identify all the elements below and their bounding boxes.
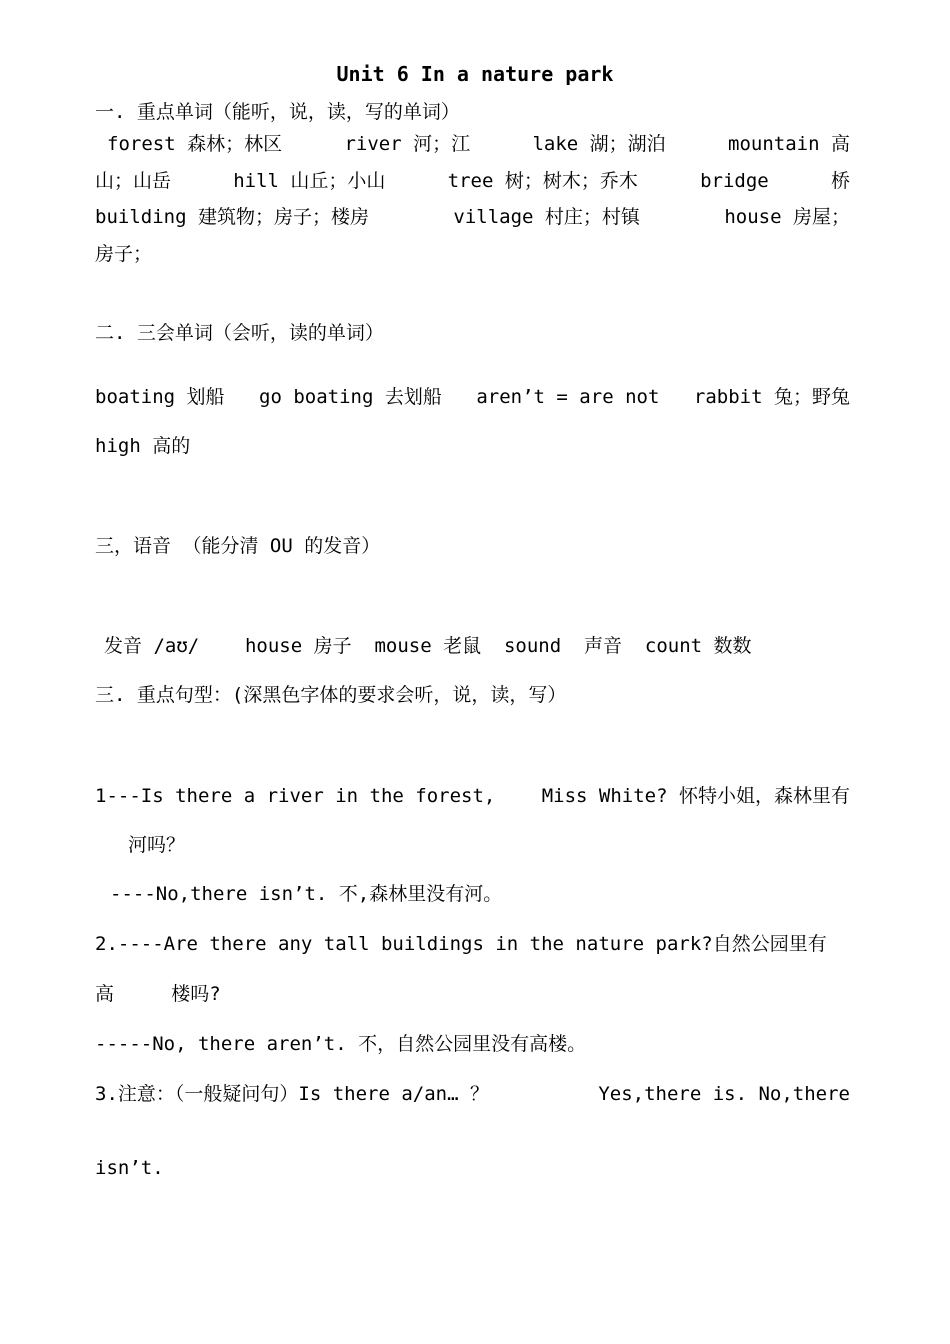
vocab-item: bridge (700, 170, 769, 192)
vocab-item: house 房屋； (724, 206, 850, 228)
section1-heading: 一. 重点单词（能听，说，读，写的单词） (95, 101, 460, 123)
section2-heading: 二. 三会单词（会听，读的单词） (95, 322, 384, 344)
word-row-2: high 高的 (95, 435, 191, 457)
vocab-item: building 建筑物；房子；楼房 (95, 206, 369, 228)
word-item: go boating 去划船 (259, 386, 442, 408)
word-item: rabbit 兔；野兔 (693, 386, 850, 408)
phonics-line: 发音 /aʊ/ house 房子 mouse 老鼠 sound 声音 count 数数 (104, 635, 752, 657)
sentence-part: Miss White? 怀特小姐，森林里有 (541, 785, 850, 807)
vocab-item: lake 湖；湖泊 (532, 133, 666, 155)
sentence-3a (95, 1082, 850, 1106)
sentence-3b: isn’t. (95, 1157, 164, 1179)
sentence-1b: 河吗？ (128, 834, 186, 856)
section4-heading: 三. 重点句型：(深黑色字体的要求会听，说，读，写） (95, 684, 567, 706)
vocab-row-1 (107, 132, 850, 156)
vocab-item: 山；山岳 (95, 170, 172, 192)
vocab-row-4: 房子； (95, 243, 153, 265)
vocab-item: 桥 (830, 170, 850, 192)
vocab-item: tree 树；树木；乔木 (447, 170, 638, 192)
sentence-part: 2.----Are there any tall buildings in the nature park?自然公园里有 (95, 933, 827, 955)
sentence-2a (95, 932, 850, 956)
word-item: aren’t = are not (476, 386, 660, 408)
vocab-item: village 村庄；村镇 (453, 206, 640, 228)
vocab-item: hill 山丘；小山 (233, 170, 386, 192)
word-row-1 (95, 385, 850, 409)
section3-heading: 三，语音 （能分清 OU 的发音） (95, 535, 381, 557)
sentence-1c: ----No,there isn’t. 不,森林里没有河。 (110, 883, 503, 905)
vocab-row-3 (95, 205, 850, 229)
vocab-item: forest 森林；林区 (107, 133, 283, 155)
vocab-item: river 河；江 (344, 133, 471, 155)
sentence-part: 1---Is there a river in the forest, (95, 785, 496, 807)
page-title: Unit 6 In a nature park (336, 62, 614, 86)
sentence-1a (95, 784, 850, 808)
vocab-row-2 (95, 169, 850, 193)
sentence-part: Yes,there is. No,there (598, 1083, 850, 1105)
word-item: boating 划船 (95, 386, 225, 408)
sentence-2b: 高 楼吗? (95, 983, 221, 1005)
vocab-item: mountain 高 (728, 133, 850, 155)
sentence-part: 3.注意：（一般疑问句）Is there a/an… ？ (95, 1083, 489, 1105)
sentence-2c: -----No, there aren’t. 不，自然公园里没有高楼。 (95, 1033, 587, 1055)
